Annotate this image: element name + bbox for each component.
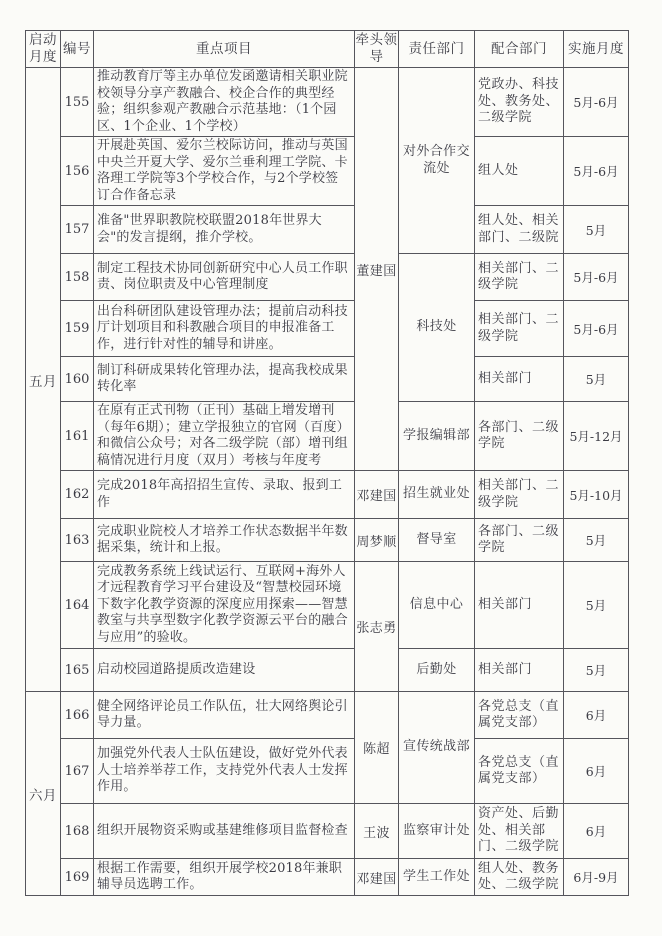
cell-support: 组人处、相关部门、二级院 <box>475 206 564 254</box>
cell-project: 完成2018年高招招生宣传、录取、报到工作 <box>94 471 355 519</box>
table-row <box>26 137 629 206</box>
cell-id: 168 <box>61 804 94 859</box>
cell-impl-month: 6月 <box>564 739 629 804</box>
cell-dept: 监察审计处 <box>399 804 475 859</box>
cell-id: 160 <box>61 357 94 402</box>
cell-support: 相关部门 <box>475 562 564 649</box>
cell-id: 157 <box>61 206 94 254</box>
cell-leader: 董建国 <box>355 68 399 471</box>
cell-id: 163 <box>61 519 94 562</box>
cell-project: 准备"世界职教院校联盟2018年世界大会"的发言提纲，推介学校。 <box>94 206 355 254</box>
table-row <box>26 206 629 254</box>
cell-id: 159 <box>61 301 94 357</box>
table-row <box>26 402 629 471</box>
cell-project: 加强党外代表人士队伍建设，做好党外代表人士培养举荐工作，支持党外代表人士发挥作用。 <box>94 739 355 804</box>
cell-impl-month: 6月-9月 <box>564 859 629 896</box>
cell-support: 各部门、二级学院 <box>475 402 564 471</box>
cell-impl-month: 6月 <box>564 804 629 859</box>
cell-project: 完成职业院校人才培养工作状态数据半年数据采集，统计和上报。 <box>94 519 355 562</box>
table-row <box>26 519 629 562</box>
cell-impl-month: 5月-6月 <box>564 301 629 357</box>
cell-id: 155 <box>61 68 94 137</box>
cell-support: 相关部门、二级学院 <box>475 301 564 357</box>
table-row <box>26 739 629 804</box>
cell-support: 资产处、后勤处、相关部门、二级学院 <box>475 804 564 859</box>
cell-id: 169 <box>61 859 94 896</box>
table-row <box>26 649 629 692</box>
cell-id: 167 <box>61 739 94 804</box>
cell-impl-month: 6月 <box>564 692 629 739</box>
table-row <box>26 357 629 402</box>
cell-support: 相关部门 <box>475 649 564 692</box>
cell-project: 推动教育厅等主办单位发函邀请相关职业院校领导分享产教融合、校企合作的典型经验；组织参观产教融合示范基地：（1个园区、1个企业、1个学校） <box>94 68 355 137</box>
table-header <box>26 31 629 68</box>
cell-leader: 陈超 <box>355 692 399 804</box>
cell-impl-month: 5月-6月 <box>564 137 629 206</box>
table-row <box>26 254 629 301</box>
table-row <box>26 562 629 649</box>
cell-impl-month: 5月-6月 <box>564 68 629 137</box>
table-row <box>26 68 629 137</box>
cell-project: 完成教务系统上线试运行、互联网+海外人才远程教育学习平台建设及“智慧校园环境下数字化教学资源的深度应用探索——智慧教室与共享型数字化教学资源云平台的融合与应用”的验收。 <box>94 562 355 649</box>
cell-support: 各部门、二级学院 <box>475 519 564 562</box>
cell-leader: 张志勇 <box>355 562 399 692</box>
table-row <box>26 692 629 739</box>
col-header-dept: 责任部门 <box>399 31 475 68</box>
cell-impl-month: 5月 <box>564 649 629 692</box>
cell-project: 制订科研成果转化管理办法，提高我校成果转化率 <box>94 357 355 402</box>
cell-project: 在原有正式刊物（正刊）基础上增发增刊（每年6期）；建立学报独立的官网（百度）和微信公众号；对各二级学院（部）增刊组稿情况进行月度（双月）考核与年度考 <box>94 402 355 471</box>
cell-project: 健全网络评论员工作队伍，壮大网络舆论引导力量。 <box>94 692 355 739</box>
cell-id: 156 <box>61 137 94 206</box>
table-row <box>26 471 629 519</box>
cell-support: 各党总支（直属党支部） <box>475 692 564 739</box>
cell-leader: 周梦顺 <box>355 519 399 562</box>
month-group-june: 六月 <box>26 692 61 896</box>
cell-dept: 科技处 <box>399 254 475 402</box>
table-row <box>26 804 629 859</box>
cell-support: 相关部门 <box>475 357 564 402</box>
cell-impl-month: 5月 <box>564 519 629 562</box>
col-header-project: 重点项目 <box>94 31 355 68</box>
cell-dept: 学报编辑部 <box>399 402 475 471</box>
cell-project: 开展赴英国、爱尔兰校际访问，推动与英国中央兰开夏大学、爱尔兰垂利理工学院、卡洛理工学院等3个学校合作，与2个学校签订合作备忘录 <box>94 137 355 206</box>
col-header-impl-month: 实施月度 <box>564 31 629 68</box>
cell-dept: 招生就业处 <box>399 471 475 519</box>
col-header-start-month: 启动月度 <box>26 31 61 68</box>
cell-support: 党政办、科技处、教务处、二级学院 <box>475 68 564 137</box>
col-header-support: 配合部门 <box>475 31 564 68</box>
cell-id: 162 <box>61 471 94 519</box>
cell-id: 165 <box>61 649 94 692</box>
cell-dept: 督导室 <box>399 519 475 562</box>
cell-support: 相关部门、二级学院 <box>475 471 564 519</box>
cell-id: 161 <box>61 402 94 471</box>
cell-id: 164 <box>61 562 94 649</box>
cell-support: 相关部门、二级学院 <box>475 254 564 301</box>
cell-project: 出台科研团队建设管理办法；提前启动科技厅计划项目和科教融合项目的申报准备工作，进行针对性的辅导和讲座。 <box>94 301 355 357</box>
cell-support: 各党总支（直属党支部） <box>475 739 564 804</box>
cell-leader: 王波 <box>355 804 399 859</box>
cell-impl-month: 5月-6月 <box>564 254 629 301</box>
cell-project: 启动校园道路提质改造建设 <box>94 649 355 692</box>
cell-dept: 学生工作处 <box>399 859 475 896</box>
cell-id: 166 <box>61 692 94 739</box>
cell-dept: 信息中心 <box>399 562 475 649</box>
work-plan-table <box>25 30 629 896</box>
cell-impl-month: 5月 <box>564 206 629 254</box>
cell-support: 组人处 <box>475 137 564 206</box>
cell-project: 根据工作需要，组织开展学校2018年兼职辅导员选聘工作。 <box>94 859 355 896</box>
cell-project: 制定工程技术协同创新研究中心人员工作职责、岗位职责及中心管理制度 <box>94 254 355 301</box>
header-row <box>26 31 629 68</box>
cell-dept: 宣传统战部 <box>399 692 475 804</box>
cell-dept: 后勤处 <box>399 649 475 692</box>
table-row <box>26 859 629 896</box>
month-group-may: 五月 <box>26 68 61 692</box>
cell-project: 组织开展物资采购或基建维修项目监督检查 <box>94 804 355 859</box>
cell-impl-month: 5月-10月 <box>564 471 629 519</box>
cell-support: 组人处、教务处、二级学院 <box>475 859 564 896</box>
col-header-leader: 牵头领导 <box>355 31 399 68</box>
cell-leader: 邓建国 <box>355 859 399 896</box>
cell-leader: 邓建国 <box>355 471 399 519</box>
cell-impl-month: 5月 <box>564 562 629 649</box>
cell-impl-month: 5月 <box>564 357 629 402</box>
cell-impl-month: 5月-12月 <box>564 402 629 471</box>
cell-id: 158 <box>61 254 94 301</box>
col-header-id: 编号 <box>61 31 94 68</box>
table-row <box>26 301 629 357</box>
cell-dept: 对外合作交流处 <box>399 68 475 254</box>
